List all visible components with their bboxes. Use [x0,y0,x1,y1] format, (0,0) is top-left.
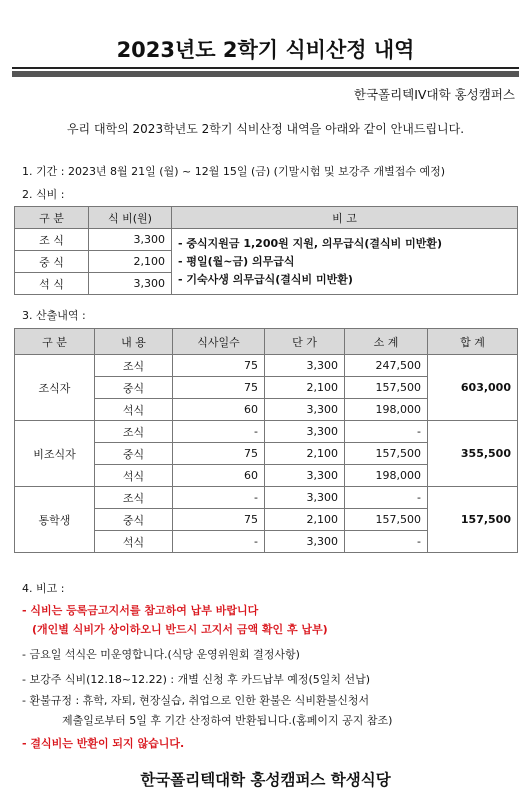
calc-meal: 조식 [95,355,173,377]
calc-meal: 중식 [95,509,173,531]
calc-header-group: 구 분 [15,329,95,355]
calc-unit: 3,300 [265,465,345,487]
calc-meal: 석식 [95,465,173,487]
calc-group-name: 조식자 [15,355,95,421]
fees-notes-cell [172,229,518,295]
fees-row-price: 3,300 [89,273,172,295]
calc-subtotal: 157,500 [345,443,428,465]
calc-days: 75 [173,355,265,377]
organization: 한국폴리텍IV대학 홍성캠퍼스 [353,87,515,102]
fees-row-price: 3,300 [89,229,172,251]
title-rule-thin [12,67,519,69]
calc-group-total: 603,000 [428,355,518,421]
calc-unit: 2,100 [265,377,345,399]
fees-row-type: 조 식 [15,229,89,251]
remark-payment: - 식비는 등록금고지서를 참고하여 납부 바랍니다 [22,604,259,617]
calc-group-name: 비조식자 [15,421,95,487]
remark-friday: - 금요일 석식은 미운영합니다.(식당 운영위원회 결정사항) [22,648,300,661]
fees-row-type: 석 식 [15,273,89,295]
calc-days: 75 [173,509,265,531]
calc-unit: 3,300 [265,421,345,443]
calc-unit: 2,100 [265,509,345,531]
remark-makeup-week: - 보강주 식비(12.18~12.22) : 개별 신청 후 카드납부 예정(5일치 선납) [22,673,371,686]
calc-days: - [173,421,265,443]
fees-header-type: 구 분 [15,207,89,229]
calc-group-total: 157,500 [428,487,518,553]
calc-meal: 중식 [95,377,173,399]
fees-note: - 기숙사생 의무급식(결식비 미반환) [178,272,353,286]
footer-signature: 한국폴리텍대학 홍성캠퍼스 학생식당 [140,771,391,789]
calc-header-meal: 내 용 [95,329,173,355]
calc-subtotal: 198,000 [345,399,428,421]
calc-subtotal: 198,000 [345,465,428,487]
calc-days: 60 [173,465,265,487]
calc-meal: 석식 [95,531,173,553]
calc-subtotal: 247,500 [345,355,428,377]
remark-refund-detail: 제출일로부터 5일 후 기간 산정하여 반환됩니다.(홈페이지 공지 참조) [62,714,393,727]
calc-header-days: 식사일수 [173,329,265,355]
calc-unit: 3,300 [265,487,345,509]
calc-days: 75 [173,377,265,399]
remarks-heading: 4. 비고 : [22,582,65,595]
calc-subtotal: - [345,531,428,553]
calc-days: 60 [173,399,265,421]
remark-refund: - 환불규정 : 휴학, 자퇴, 현장실습, 취업으로 인한 환불은 식비환불신청서 [22,694,370,707]
calc-subtotal: 157,500 [345,509,428,531]
calc-subtotal: - [345,487,428,509]
calc-meal: 중식 [95,443,173,465]
calc-subtotal: - [345,421,428,443]
calc-group-name: 통학생 [15,487,95,553]
calc-unit: 3,300 [265,399,345,421]
calc-header-subtotal: 소 계 [345,329,428,355]
calc-subtotal: 157,500 [345,377,428,399]
fees-note: - 평일(월~금) 의무급식 [178,254,295,268]
fees-table [14,206,518,295]
fees-header-price: 식 비(원) [89,207,172,229]
fees-row-type: 중 식 [15,251,89,273]
fees-heading: 2. 식비 : [22,188,65,201]
period-text: 1. 기간 : 2023년 8월 21일 (월) ~ 12월 15일 (금) (기말시험 및 보강주 개별접수 예정) [22,165,445,178]
calc-header-total: 합 계 [428,329,518,355]
calc-unit: 3,300 [265,355,345,377]
fees-header-note: 비 고 [172,207,518,229]
calc-days: 75 [173,443,265,465]
calc-meal: 조식 [95,421,173,443]
calc-heading: 3. 산출내역 : [22,309,86,322]
calc-days: - [173,531,265,553]
calc-unit: 2,100 [265,443,345,465]
fees-note: - 중식지원금 1,200원 지원, 의무급식(결식비 미반환) [178,236,443,250]
calc-header-unit: 단 가 [265,329,345,355]
remark-payment-detail: (개인별 식비가 상이하오니 반드시 고지서 금액 확인 후 납부) [32,623,328,636]
calc-meal: 석식 [95,399,173,421]
calc-group-total: 355,500 [428,421,518,487]
calc-unit: 3,300 [265,531,345,553]
title-rule-thick [12,71,519,77]
remark-no-refund: - 결식비는 반환이 되지 않습니다. [22,737,185,750]
page-title: 2023년도 2학기 식비산정 내역 [116,38,415,62]
calc-meal: 조식 [95,487,173,509]
calc-table [14,328,518,553]
fees-row-price: 2,100 [89,251,172,273]
calc-days: - [173,487,265,509]
intro-text: 우리 대학의 2023학년도 2학기 식비산정 내역을 아래와 같이 안내드립니다. [66,122,465,136]
